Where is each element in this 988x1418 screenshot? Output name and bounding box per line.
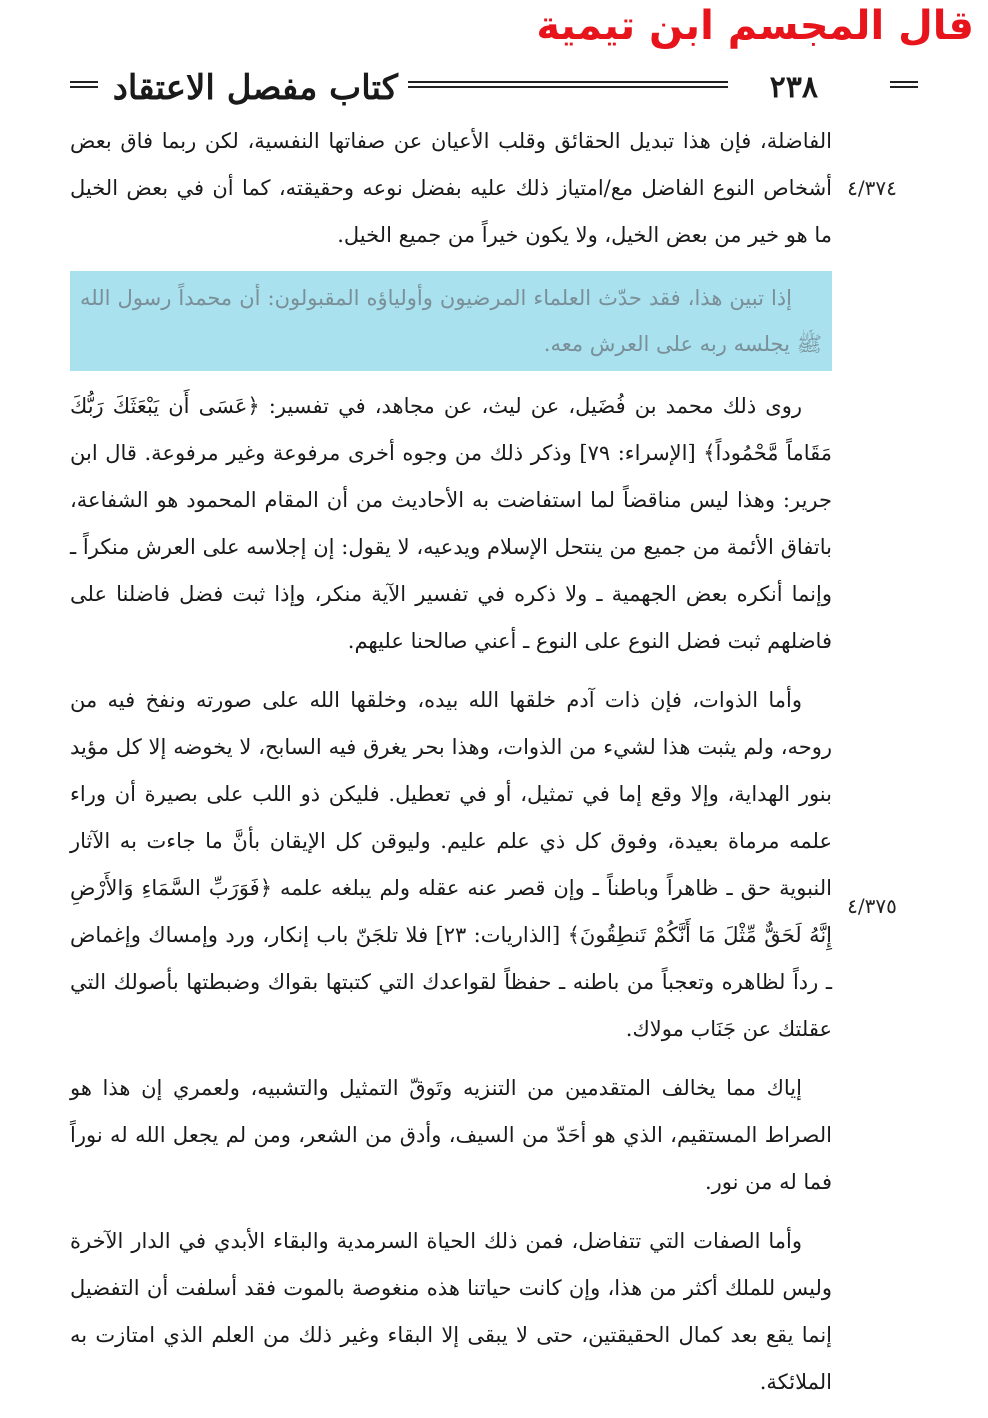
paragraph: روى ذلك محمد بن فُضَيل، عن ليث، عن مجاهد، في تفسير: ﴿عَسَى أَن يَبْعَثَكَ رَبُّكَ مَقَاماً مَّحْمُوداً﴾ [الإسراء: ٧٩] وذكر ذلك من وجوه أخرى مرفوعة وغير مرفوعة. قال ابن جرير: وهذا ليس مناقضاً لما استفاضت به الأحاديث من أن المقام المحمود هو الشفاعة، باتفاق الأئمة من جميع من ينتحل الإسلام ويدعيه، لا يقول: إن إجلاسه على العرش منكراً ـ وإنما أنكره بعض الجهمية ـ ولا ذكره في تفسير الآية منكر، وإذا ثبت فضل فاضلنا على فاضلهم ثبت فضل النوع على النوع ـ أعني صالحنا عليهم.	[70, 394, 833, 653]
header-rule-middle	[408, 80, 728, 90]
paragraph: الفاضلة، فإن هذا تبديل الحقائق وقلب الأعيان عن صفاتها النفسية، لكن ربما فاق بعض أشخاص النوع الفاضل مع/امتياز ذلك عليه بفضل نوعه وحقيقته، كما أن في بعض الخيل ما هو خير من بعض الخيل، ولا يكون خيراً من جميع الخيل.	[70, 129, 832, 247]
page-body	[70, 118, 832, 1418]
page-header	[70, 66, 918, 106]
page-number: ٢٣٨	[769, 70, 818, 105]
margin-note-volume-page: ٤/٣٧٥	[847, 894, 897, 918]
book-title: كتاب مفصل الاعتقاد	[112, 68, 398, 108]
margin-note-volume-page: ٤/٣٧٤	[847, 176, 897, 200]
paragraph: وأما الصفات التي تتفاضل، فمن ذلك الحياة السرمدية والبقاء الأبدي في الدار الآخرة وليس للملك أكثر من هذا، وإن كانت حياتنا هذه منغوصة بالموت فقد أسلفت أن التفضيل إنما يقع بعد كمال الحقيقتين، حتى لا يبقى إلا البقاء وغير ذلك من العلم الذي امتازت به الملائكة.	[70, 1229, 832, 1394]
header-rule-right	[890, 80, 918, 90]
header-rule-left	[70, 80, 98, 90]
paragraph: وأما الذوات، فإن ذات آدم خلقها الله بيده، وخلقها الله على صورته ونفخ فيه من روحه، ولم يثبت هذا لشيء من الذوات، وهذا بحر يغرق فيه السابح، لا يخوضه إلا كل مؤيد بنور الهداية، وإلا وقع إما في تمثيل، أو في تعطيل. فليكن ذو اللب على بصيرة أن وراء علمه مرماة بعيدة، وفوق كل ذي علم عليم. وليوقن كل الإيقان بأنَّ ما جاءت به الآثار النبوية حق ـ ظاهراً وباطناً ـ وإن قصر عنه عقله ولم يبلغه علمه ﴿فَوَرَبِّ السَّمَاءِ وَالأَرْضِ إِنَّهُ لَحَقٌّ مِّثْلَ مَا أَنَّكُمْ تَنطِقُونَ﴾ [الذاريات: ٢٣] فلا تلجَنّ باب إنكار، ورد وإمساك وإغماض ـ رداً لظاهره وتعجباً من باطنه ـ حفظاً لقواعدك التي كتبتها بقواك وضبطتها بأصولك التي عقلتك عن جَنَاب مولاك.	[70, 688, 833, 1041]
overlay-title: قال المجسم ابن تيمية	[536, 3, 974, 49]
highlighted-paragraph: إذا تبين هذا، فقد حدّث العلماء المرضيون وأولياؤه المقبولون: أن محمداً رسول الله ﷺ يجلسه ربه على العرش معه.	[70, 271, 832, 371]
paragraph: إياك مما يخالف المتقدمين من التنزيه وتَوقّ التمثيل والتشبيه، ولعمري إن هذا هو الصراط المستقيم، الذي هو أحَدّ من السيف، وأدق من الشعر، ومن لم يجعل الله له نوراً فما له من نور.	[70, 1076, 832, 1194]
